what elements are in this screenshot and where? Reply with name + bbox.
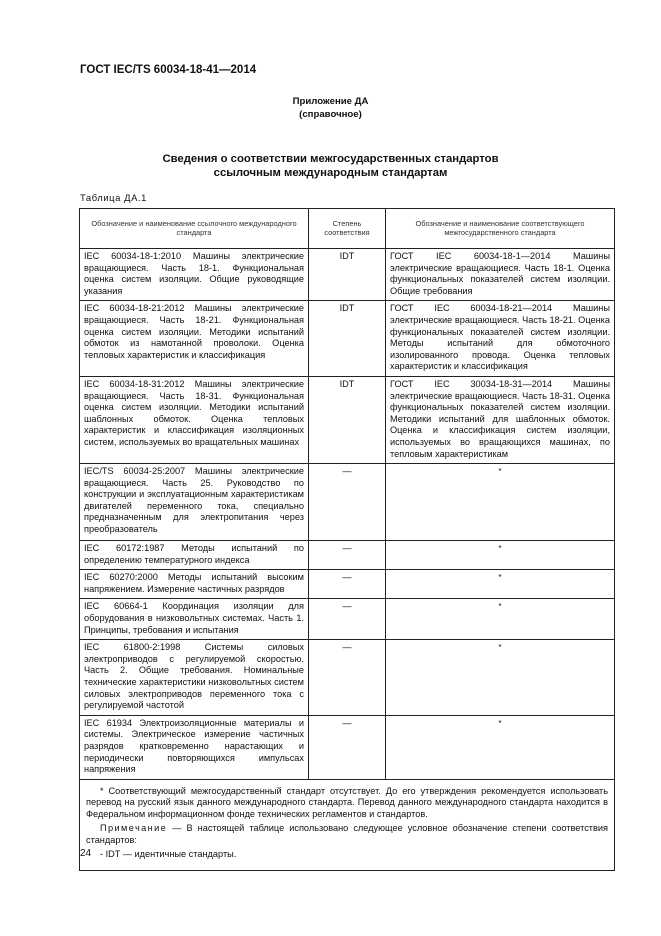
reference-standard-cell: IEC/TS 60034-25:2007 Машины электрические вращающиеся. Часть 25. Руководство по конструкции и эксплуатационным характеристикам двигателей переменного тока, специально предназначенным для электропитания через преобразователь — [80, 464, 309, 541]
interstate-standard-cell: ГОСТ IEC 60034-18-1—2014 Машины электрические вращающиеся. Часть 18-1. Оценка функциональных показателей систем изоляции. Общие требования — [386, 249, 615, 301]
table-header-row — [80, 209, 615, 249]
page-number: 24 — [80, 848, 92, 859]
table-footnote-cell — [80, 779, 615, 870]
degree-cell: — — [309, 640, 386, 716]
degree-cell: — — [309, 715, 386, 779]
table-row — [80, 640, 615, 716]
interstate-standard-cell: * — [386, 640, 615, 716]
annex-title: Приложение ДА — [292, 96, 369, 107]
degree-cell: — — [309, 541, 386, 570]
table-row — [80, 599, 615, 640]
table-row — [80, 376, 615, 463]
annex-heading — [0, 152, 661, 180]
note-item: - IDT — идентичные стандарты. — [100, 849, 237, 860]
reference-standard-cell: IEC 60034-18-1:2010 Машины электрические вращающиеся. Часть 18-1. Функциональная оценка систем изоляции. Общие руководящие указания — [80, 249, 309, 301]
reference-standard-cell: IEC 60664-1 Координация изоляции для оборудования в низковольтных системах. Часть 1. Принципы, требования и испытания — [80, 599, 309, 640]
table-label: Таблица ДА.1 — [80, 192, 147, 203]
table-row — [80, 464, 615, 541]
degree-cell: IDT — [309, 249, 386, 301]
note — [86, 823, 608, 846]
interstate-standard-cell: ГОСТ IEC 30034-18-31—2014 Машины электрические вращающиеся. Часть 18-31. Оценка функциональных показателей систем изоляции. Методики испытаний для шаблонных обмоток. Оценка и классификация систем изоляции, используемых во вращающихся машинах, по тепловым характеристикам — [386, 376, 615, 463]
interstate-standard-cell: * — [386, 464, 615, 541]
table-row — [80, 249, 615, 301]
annex-heading-line1: Сведения о соответствии межгосударственных стандартов — [162, 153, 499, 165]
table-row — [80, 715, 615, 779]
annex-heading-line2: ссылочным международным стандартам — [213, 167, 448, 179]
interstate-standard-cell: * — [386, 599, 615, 640]
document-code: ГОСТ IEC/TS 60034-18-41—2014 — [80, 64, 257, 76]
table-row — [80, 570, 615, 599]
annex-subtitle: (справочное) — [299, 109, 362, 120]
interstate-standard-cell: * — [386, 570, 615, 599]
reference-standard-cell: IEC 60034-18-31:2012 Машины электрические вращающиеся. Часть 18-31. Функциональная оценка систем изоляции. Методики испытаний шаблонных обмоток. Оценка тепловых характеристик и классификация изоляционных систем, используемых во вращательных машинах — [80, 376, 309, 463]
degree-cell: — — [309, 599, 386, 640]
degree-cell: — — [309, 464, 386, 541]
interstate-standard-cell: * — [386, 541, 615, 570]
degree-cell: — — [309, 570, 386, 599]
degree-cell: IDT — [309, 376, 386, 463]
reference-standard-cell: IEC 60172:1987 Методы испытаний по определению температурного индекса — [80, 541, 309, 570]
table-row — [80, 541, 615, 570]
header-degree: Степень соответствия — [309, 209, 386, 249]
note-text: — В настоящей таблице использовано следующее условное обозначение степени соответствия стандартов: — [86, 823, 608, 845]
reference-standard-cell: IEC 61800-2:1998 Системы силовых электроприводов с регулируемой скоростью. Часть 2. Общие требования. Номинальные технические характеристики низковольтных систем силовых электроприводов переменного тока с регулируемой частотой — [80, 640, 309, 716]
reference-standard-cell: IEC 60034-18-21:2012 Машины электрические вращающиеся. Часть 18-21. Функциональная оценка систем изоляции. Методики испытаний обмоток из намотанной проволоки. Оценка тепловых характеристик и классификация — [80, 301, 309, 377]
correspondence-table — [79, 208, 615, 871]
note-label: Примечание — [100, 823, 168, 834]
interstate-standard-cell: * — [386, 715, 615, 779]
interstate-standard-cell: ГОСТ IEC 60034-18-21—2014 Машины электрические вращающиеся. Часть 18-21. Оценка функциональных показателей систем изоляции. Методы испытаний для обмоточного изолированного провода. Оценка тепловых характеристик и классификация — [386, 301, 615, 377]
reference-standard-cell: IEC 60270:2000 Методы испытаний высоким напряжением. Измерение частичных разрядов — [80, 570, 309, 599]
footnote-text: * Соответствующий межгосударственный стандарт отсутствует. До его утверждения рекомендуется использовать перевод на русский язык данного международного стандарта. Перевод данного международного стандарта находится в Федеральном информационном фонде технических регламентов и стандартов. — [86, 785, 608, 819]
header-reference-standard: Обозначение и наименование ссылочного международного стандарта — [80, 209, 309, 249]
reference-standard-cell: IEC 61934 Электроизоляционные материалы и системы. Электрическое измерение частичных разрядов кратковременно нарастающих и периодически повторяющихся импульсах напряжения — [80, 715, 309, 779]
table-footnote-row — [80, 779, 615, 870]
annex-header — [0, 95, 661, 121]
degree-cell: IDT — [309, 301, 386, 377]
table-row — [80, 301, 615, 377]
header-interstate-standard: Обозначение и наименование соответствующего межгосударственного стандарта — [386, 209, 615, 249]
